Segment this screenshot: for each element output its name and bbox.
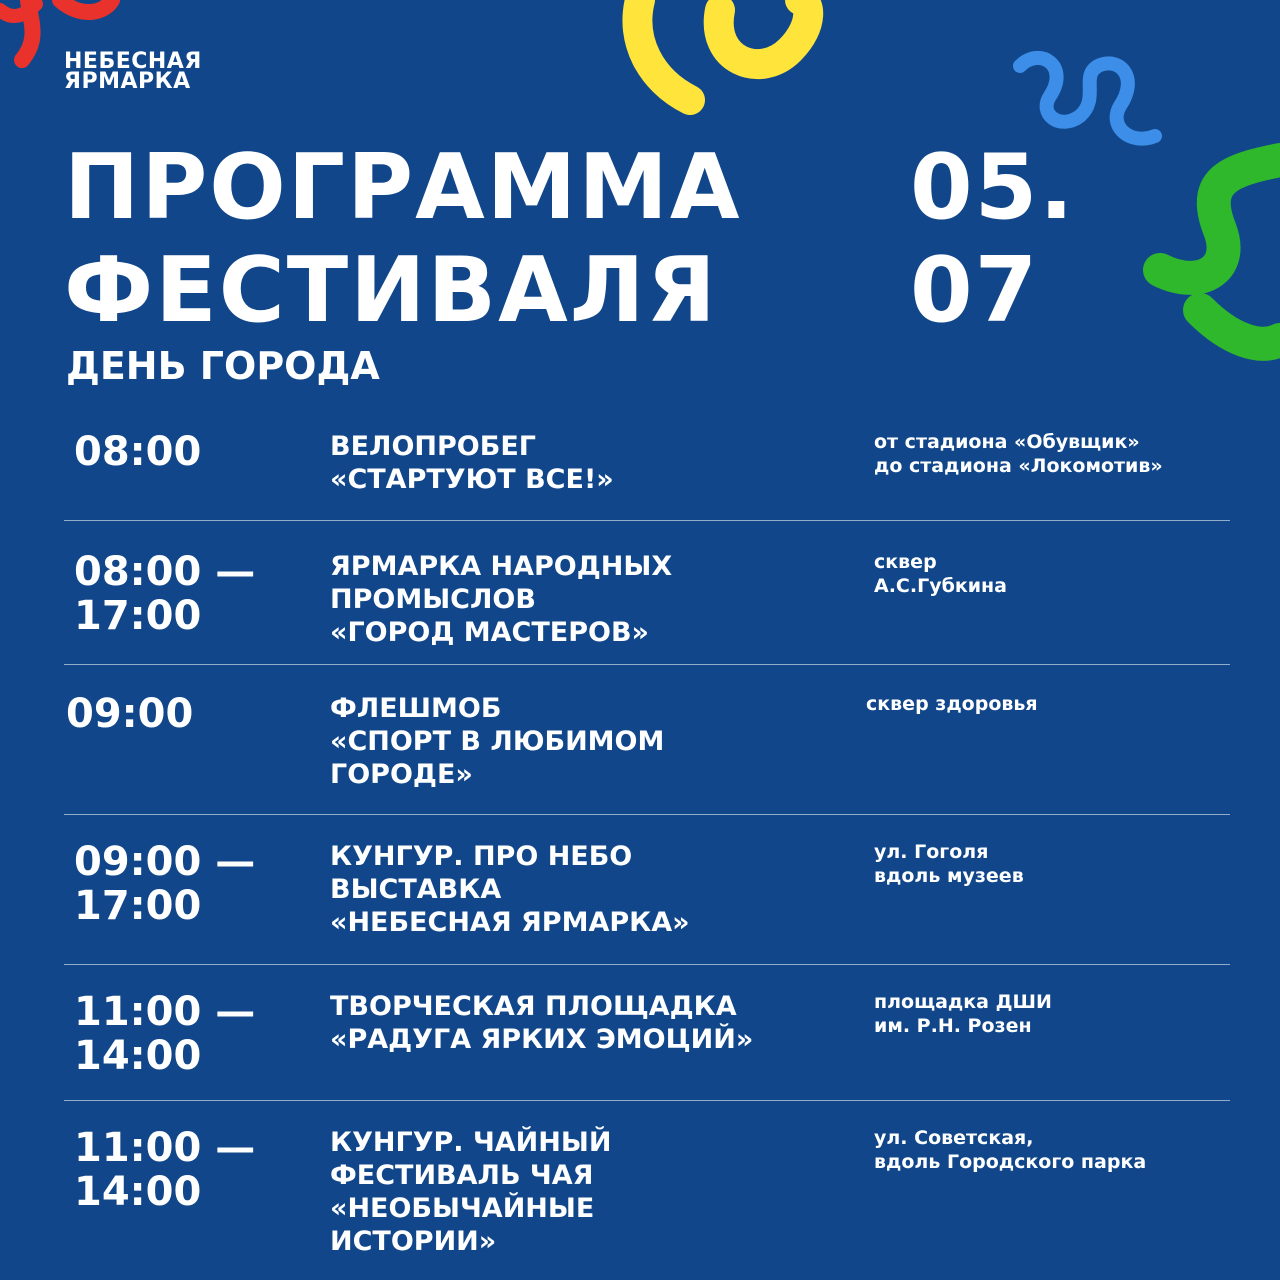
event-location — [874, 550, 1007, 598]
event-location — [874, 990, 1052, 1038]
event-title-line: КУНГУР. ЧАЙНЫЙ — [330, 1127, 612, 1158]
event-time — [74, 840, 255, 928]
event-location-line: ул. Гоголя — [874, 841, 989, 863]
event-location — [874, 840, 1024, 888]
event-time — [74, 990, 255, 1078]
event-time — [74, 550, 255, 638]
event-location-line: им. Р.Н. Розен — [874, 1015, 1032, 1037]
page-title — [64, 136, 742, 342]
event-location — [874, 1126, 1146, 1174]
event-time-line: 17:00 — [74, 883, 202, 929]
event-location-line: от стадиона «Обувщик» — [874, 431, 1140, 453]
event-title-line: ФЛЕШМОБ — [330, 693, 502, 724]
event-title — [330, 990, 753, 1056]
event-time-line: 11:00 — — [74, 1125, 256, 1171]
green-ribbon-decoration — [1140, 140, 1280, 380]
event-location-line: вдоль Городского парка — [874, 1151, 1147, 1173]
date-line-1: 05. — [910, 135, 1076, 240]
event-title-line: ПРОМЫСЛОВ — [330, 584, 536, 615]
event-location — [874, 430, 1163, 478]
event-title-line: ГОРОДЕ» — [330, 759, 473, 790]
yellow-ribbon-decoration — [610, 0, 840, 120]
event-title-line: ТВОРЧЕСКАЯ ПЛОЩАДКА — [330, 991, 737, 1022]
event-time — [66, 692, 193, 736]
event-title-line: ВЫСТАВКА — [330, 874, 502, 905]
brand-line-2: ЯРМАРКА — [64, 69, 191, 94]
event-title-line: «РАДУГА ЯРКИХ ЭМОЦИЙ» — [330, 1024, 754, 1055]
event-time-line: 11:00 — — [74, 989, 256, 1035]
date-line-2: 07 — [910, 238, 1040, 343]
event-time-line: 08:00 — — [74, 549, 256, 595]
event-time-line: 14:00 — [74, 1033, 202, 1079]
event-time-line: 08:00 — [74, 429, 202, 475]
event-time — [74, 1126, 255, 1214]
row-divider — [64, 1100, 1230, 1101]
brand-line-1: НЕБЕСНАЯ — [64, 49, 202, 74]
event-location-line: вдоль музеев — [874, 865, 1024, 887]
event-time-line: 09:00 — — [74, 839, 256, 885]
festival-date — [910, 136, 1075, 342]
row-divider — [64, 814, 1230, 815]
event-title — [330, 692, 664, 791]
event-title-line: ИСТОРИИ» — [330, 1226, 497, 1257]
event-location-line: сквер — [874, 551, 937, 573]
event-title-line: ВЕЛОПРОБЕГ — [330, 431, 536, 462]
event-location-line: до стадиона «Локомотив» — [874, 455, 1163, 477]
row-divider — [64, 664, 1230, 665]
event-title — [330, 430, 614, 496]
event-location-line: А.С.Губкина — [874, 575, 1007, 597]
event-location — [866, 692, 1038, 716]
event-title — [330, 550, 672, 649]
event-time — [74, 430, 201, 474]
event-time-line: 09:00 — [66, 691, 194, 737]
event-title-line: «НЕБЕСНАЯ ЯРМАРКА» — [330, 907, 690, 938]
row-divider — [64, 520, 1230, 521]
event-location-line: сквер здоровья — [866, 693, 1038, 715]
event-title — [330, 1126, 611, 1258]
event-title-line: КУНГУР. ПРО НЕБО — [330, 841, 633, 872]
title-line-1: ПРОГРАММА — [64, 135, 742, 240]
event-title-line: ФЕСТИВАЛЬ ЧАЯ — [330, 1160, 594, 1191]
event-title-line: ЯРМАРКА НАРОДНЫХ — [330, 551, 673, 582]
row-divider — [64, 964, 1230, 965]
event-title-line: «НЕОБЫЧАЙНЫЕ — [330, 1193, 595, 1224]
event-title-line: «ГОРОД МАСТЕРОВ» — [330, 617, 649, 648]
event-time-line: 14:00 — [74, 1169, 202, 1215]
event-time-line: 17:00 — [74, 593, 202, 639]
page-subtitle: ДЕНЬ ГОРОДА — [66, 344, 380, 388]
event-title-line: «СПОРТ В ЛЮБИМОМ — [330, 726, 665, 757]
event-title-line: «СТАРТУЮТ ВСЕ!» — [330, 464, 614, 495]
brand-logo — [64, 49, 202, 94]
event-title — [330, 840, 690, 939]
event-location-line: ул. Советская, — [874, 1127, 1034, 1149]
title-line-2: ФЕСТИВАЛЯ — [64, 238, 718, 343]
event-location-line: площадка ДШИ — [874, 991, 1052, 1013]
